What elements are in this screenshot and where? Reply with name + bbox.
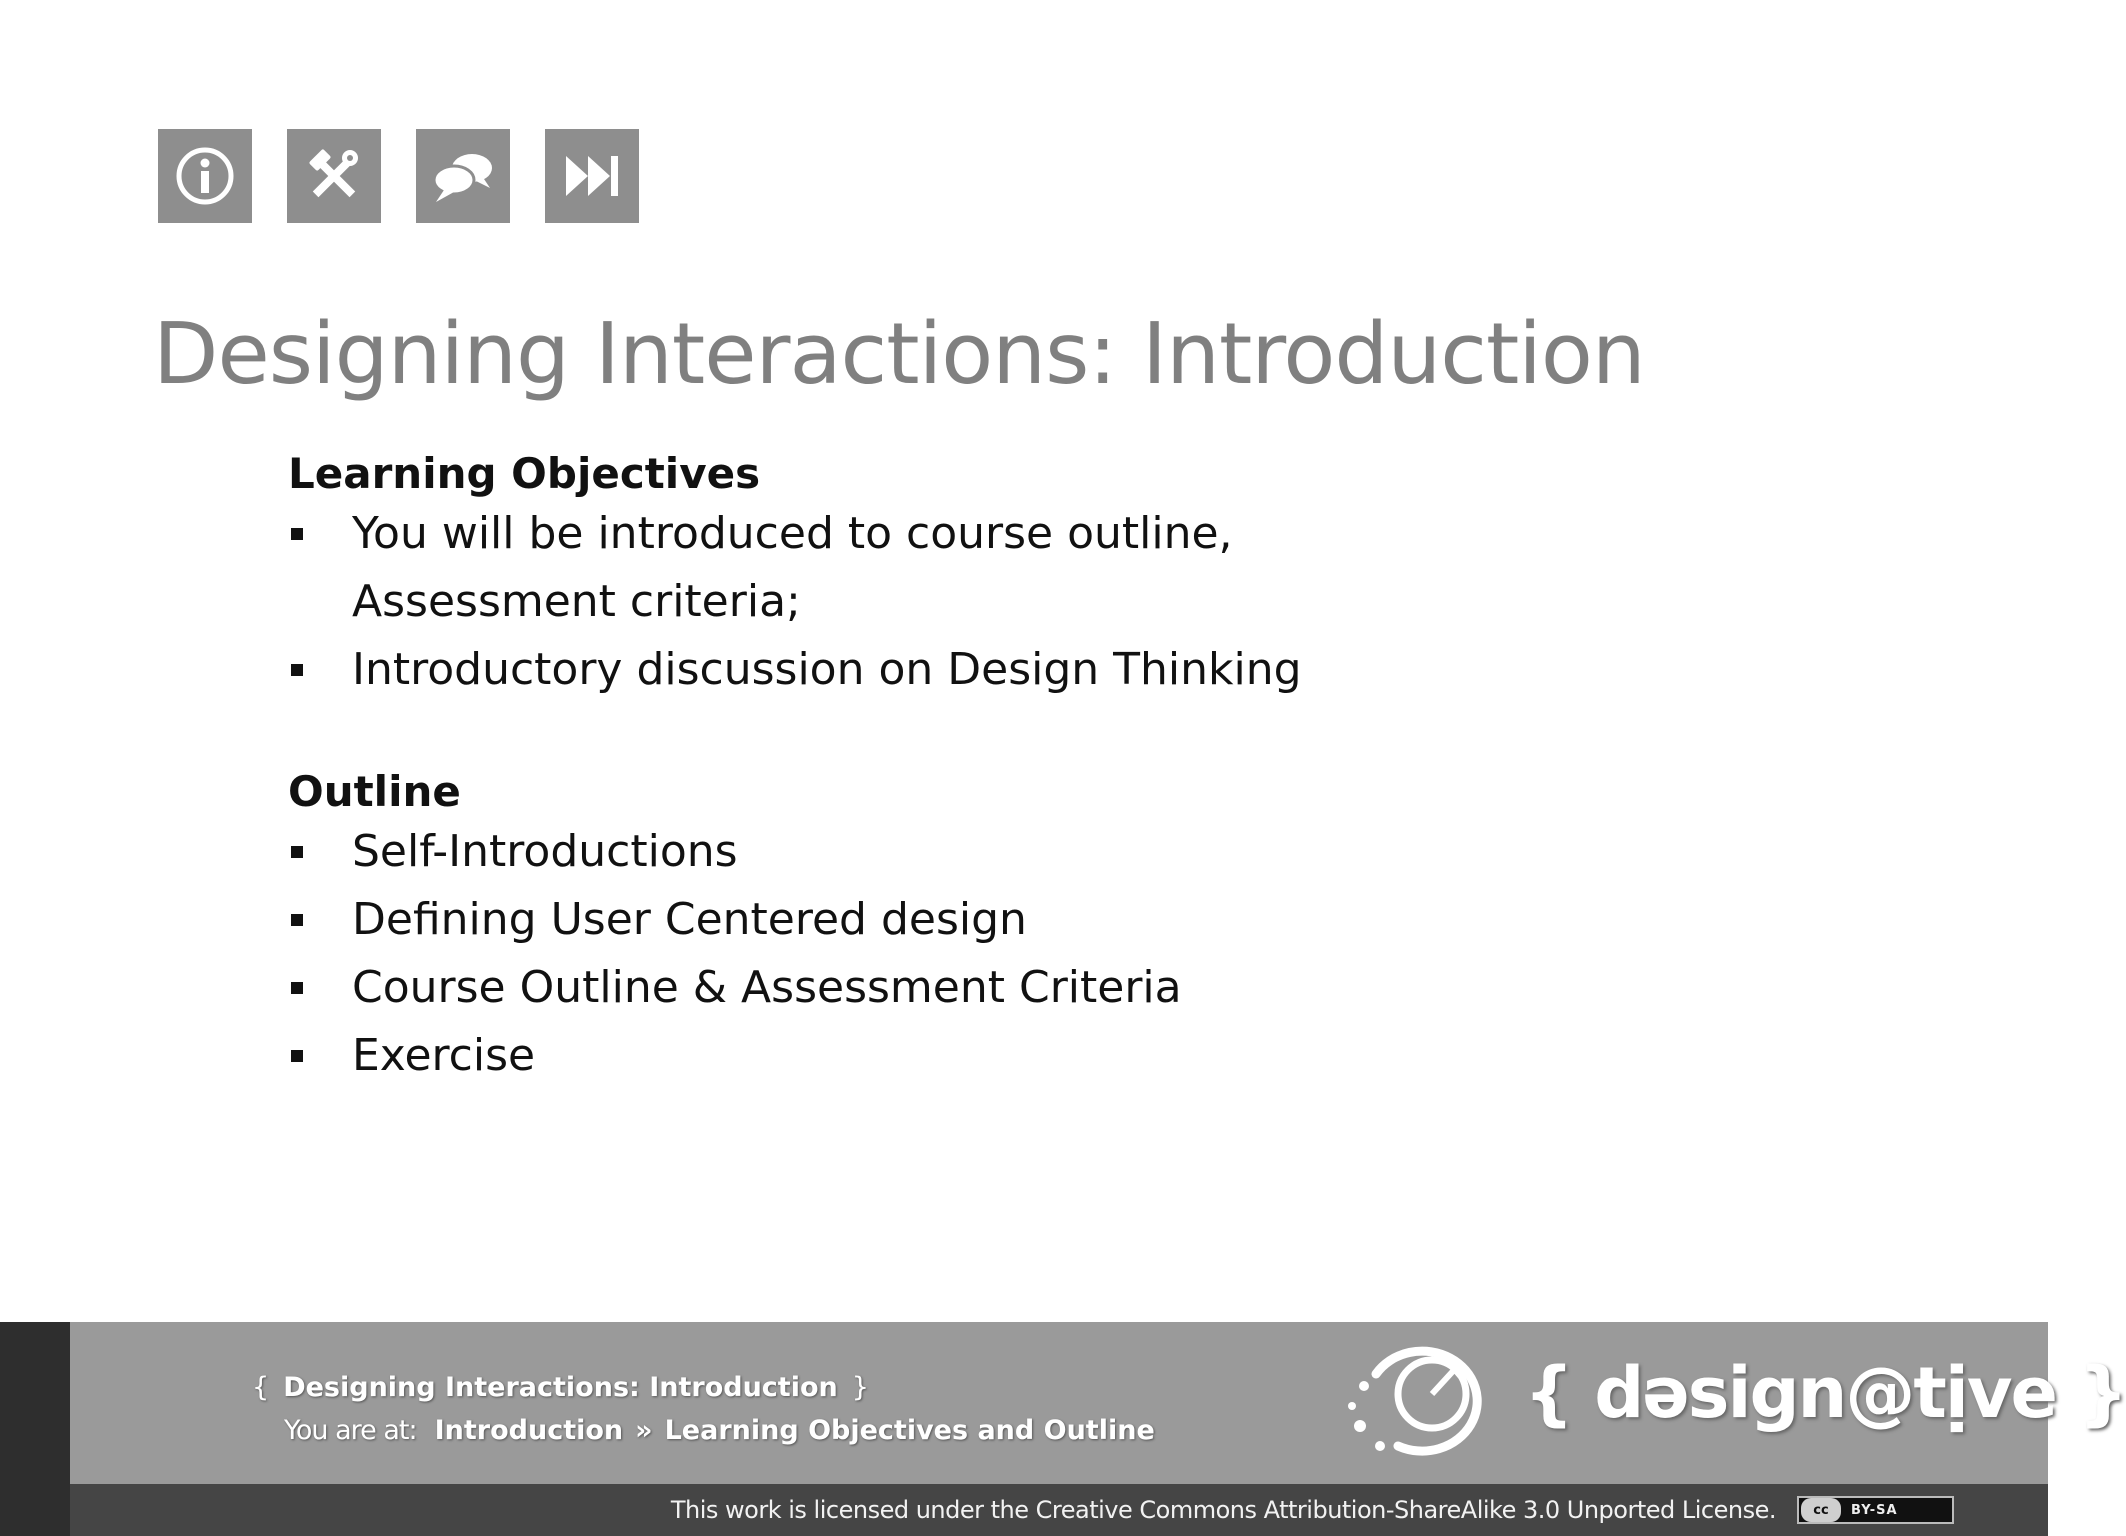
- bullet-icon: [291, 664, 303, 676]
- footer-left-strip: [0, 1322, 70, 1536]
- open-brace: {: [252, 1372, 270, 1403]
- outline-heading: Outline: [288, 767, 461, 816]
- list-item-continuation: Assessment criteria;: [352, 576, 801, 627]
- course-title: Designing Interactions: Introduction: [283, 1372, 838, 1403]
- list-item-text: Self-Introductions: [352, 826, 738, 877]
- cc-icon: cc: [1801, 1498, 1841, 1522]
- learning-objectives-heading: Learning Objectives: [288, 449, 761, 498]
- logo-text: { dəsign@tịve }: [1524, 1352, 2126, 1434]
- list-item: [288, 954, 1688, 1022]
- discussion-icon: [428, 146, 498, 206]
- learning-objectives-list: [288, 500, 1688, 704]
- skip-forward-button[interactable]: [545, 129, 639, 223]
- bullet-icon: [291, 528, 303, 540]
- tools-icon: [302, 144, 366, 208]
- outline-section: [288, 766, 1688, 1090]
- bullet-icon: [291, 846, 303, 858]
- close-brace: }: [851, 1372, 869, 1403]
- skip-forward-icon: [560, 144, 624, 208]
- list-item-text: You will be introduced to course outline,: [352, 508, 1233, 559]
- info-button[interactable]: [158, 129, 252, 223]
- list-item: [288, 1022, 1688, 1090]
- bullet-icon: [291, 982, 303, 994]
- breadcrumb-item-introduction[interactable]: Introduction: [434, 1415, 624, 1446]
- you-are-at-label: You are at:: [284, 1415, 417, 1446]
- bullet-icon: [291, 1050, 303, 1062]
- list-item-text: Course Outline & Assessment Criteria: [352, 962, 1182, 1013]
- course-title-breadcrumb: [252, 1370, 869, 1406]
- page-title: Designing Interactions: Introduction: [153, 305, 1645, 404]
- list-item-text: Exercise: [352, 1030, 536, 1081]
- info-icon: [173, 144, 237, 208]
- list-item: [288, 636, 1688, 704]
- breadcrumb-item-current[interactable]: Learning Objectives and Outline: [664, 1415, 1155, 1446]
- logo-mark-icon: [1336, 1334, 1516, 1464]
- cc-license-badge[interactable]: [1797, 1496, 1954, 1524]
- list-item: [288, 818, 1688, 886]
- list-item-text: Defining User Centered design: [352, 894, 1027, 945]
- learning-objectives-section: [288, 448, 1688, 704]
- list-item-text: Introductory discussion on Design Thinking: [352, 644, 1302, 695]
- list-item: [288, 886, 1688, 954]
- outline-list: [288, 818, 1688, 1090]
- breadcrumb-separator: »: [635, 1415, 653, 1446]
- designative-logo: [1336, 1334, 2126, 1464]
- discussion-button[interactable]: [416, 129, 510, 223]
- license-text[interactable]: This work is licensed under the Creative Commons Attribution-ShareAlike 3.0 Unported License.: [670, 1496, 1776, 1524]
- breadcrumb: [284, 1413, 1155, 1449]
- cc-badge-label: BY-SA: [1851, 1502, 1898, 1518]
- bullet-icon: [291, 914, 303, 926]
- list-item: [288, 500, 1688, 636]
- tools-button[interactable]: [287, 129, 381, 223]
